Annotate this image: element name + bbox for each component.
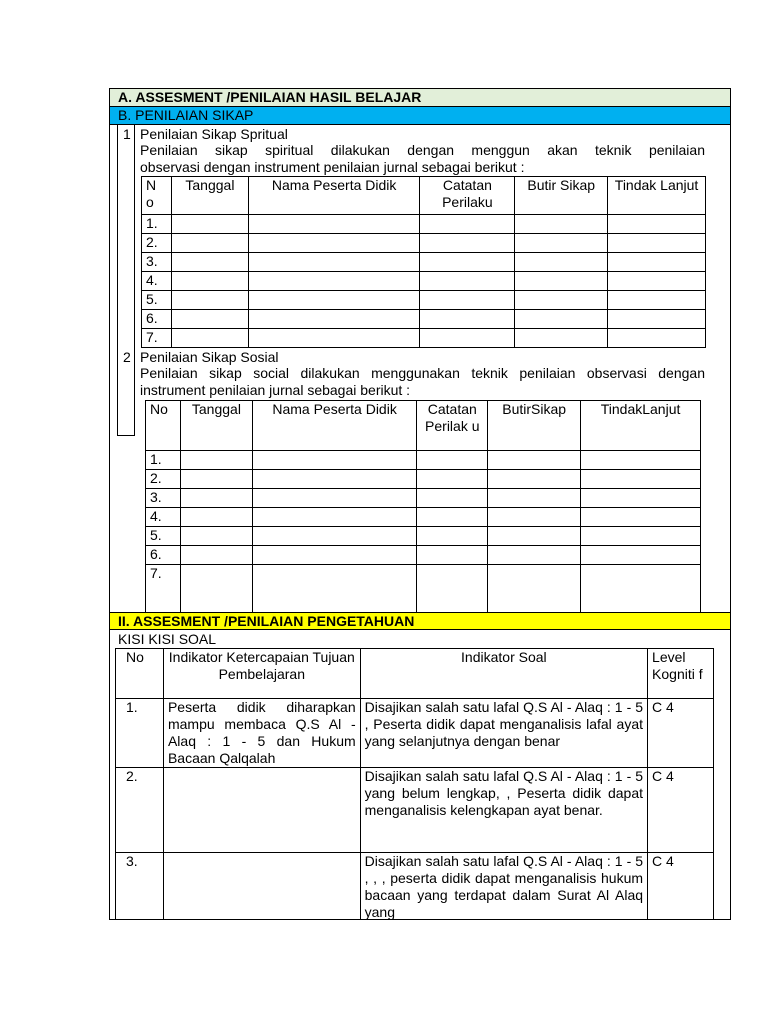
kisi-row-3-soal: Disajikan salah satu lafal Q.S Al - Alaq : 1 - 5 , , , peserta didik dapat menganalisis hukum bacaan yang terdapat dalam Surat Al Alaq yang (360, 853, 647, 921)
kisi-row-3-tujuan (163, 853, 360, 921)
sosial-header-catatan: Catatan Perilak u (417, 401, 488, 451)
sosial-desc-2: instrument penilaian jurnal sebagai berikut : (140, 382, 411, 398)
table-row: 1. (146, 451, 181, 470)
spiritual-desc-1: Penilaian sikap spiritual dilakukan dengan menggun akan teknik penilaian (140, 142, 705, 158)
table-row: 7. (142, 329, 172, 348)
sosial-number: 2 (123, 349, 131, 365)
kisi-header-no: No (116, 649, 164, 699)
kisi-row-2-tujuan (163, 768, 360, 853)
table-row: 2. (146, 470, 181, 489)
sosial-header-tanggal: Tanggal (180, 401, 252, 451)
kisi-header-level: Level Kogniti f (648, 649, 714, 699)
sosial-header-no: No (146, 401, 181, 451)
kisi-row-2-level: C 4 (648, 768, 714, 853)
spiritual-header-no: N o (142, 177, 172, 215)
table-row: 3. (146, 489, 181, 508)
kisi-row-1-soal: Disajikan salah satu lafal Q.S Al - Alaq : 1 - 5 , Peserta didik dapat menganalisis lafal ayat yang selanjutnya dengan benar (360, 699, 647, 768)
kisi-row-3-level: C 4 (648, 853, 714, 921)
kisi-kisi-title: KISI KISI SOAL (118, 631, 217, 647)
sosial-header-butir: ButirSikap (488, 401, 581, 451)
table-row: 5. (146, 527, 181, 546)
table-row: 4. (146, 508, 181, 527)
section-b-number-border (134, 125, 135, 436)
section-a-heading: A. ASSESMENT /PENILAIAN HASIL BELAJAR (110, 89, 730, 107)
table-row (116, 853, 714, 921)
section-b-left-border (117, 125, 118, 436)
kisi-header-tujuan: Indikator Ketercapaian Tujuan Pembelajaran (163, 649, 360, 699)
kisi-row-3-no: 3. (116, 853, 164, 921)
sosial-title: Penilaian Sikap Sosial (140, 349, 279, 365)
table-row: 1. (142, 215, 172, 234)
kisi-row-2-no: 2. (116, 768, 164, 853)
section-b-heading: B. PENILAIAN SIKAP (110, 107, 730, 125)
kisi-row-1-level: C 4 (648, 699, 714, 768)
table-row (116, 699, 714, 768)
table-row: 7. (146, 565, 181, 615)
spiritual-title: Penilaian Sikap Spritual (140, 126, 288, 142)
kisi-row-1-no: 1. (116, 699, 164, 768)
kisi-row-2-soal: Disajikan salah satu lafal Q.S Al - Alaq : 1 - 5 yang belum lengkap, , Peserta didik dapat menganalisis kelengkapan ayat benar. (360, 768, 647, 853)
assessment-document (109, 88, 731, 920)
kisi-row-1-tujuan: Peserta didik diharapkan mampu membaca Q.S Al - Alaq : 1 - 5 dan Hukum Bacaan Qalqalah (163, 699, 360, 768)
spiritual-header-tanggal: Tanggal (171, 177, 248, 215)
spiritual-header-butir: Butir Sikap (515, 177, 608, 215)
sosial-header-nama: Nama Peserta Didik (252, 401, 416, 451)
section-ii-heading: II. ASSESMENT /PENILAIAN PENGETAHUAN (110, 612, 730, 630)
spiritual-header-nama: Nama Peserta Didik (248, 177, 420, 215)
table-row: 6. (142, 310, 172, 329)
spiritual-header-tindak: Tindak Lanjut (608, 177, 706, 215)
table-row: 4. (142, 272, 172, 291)
spiritual-desc-2: observasi dengan instrument penilaian jurnal sebagai berikut : (140, 159, 525, 175)
section-b-divider (117, 435, 135, 436)
table-row: 6. (146, 546, 181, 565)
table-row: 3. (142, 253, 172, 272)
table-row: 2. (142, 234, 172, 253)
table-row (116, 768, 714, 853)
sosial-header-tindak: TindakLanjut (581, 401, 701, 451)
kisi-kisi-table (115, 648, 714, 920)
kisi-header-soal: Indikator Soal (360, 649, 647, 699)
table-row: 5. (142, 291, 172, 310)
spiritual-journal-table (141, 176, 706, 348)
sosial-desc-1: Penilaian sikap social dilakukan menggunakan teknik penilaian observasi dengan (140, 365, 705, 381)
spiritual-number: 1 (123, 126, 131, 142)
spiritual-header-catatan: Catatan Perilaku (420, 177, 515, 215)
sosial-journal-table (145, 400, 701, 615)
